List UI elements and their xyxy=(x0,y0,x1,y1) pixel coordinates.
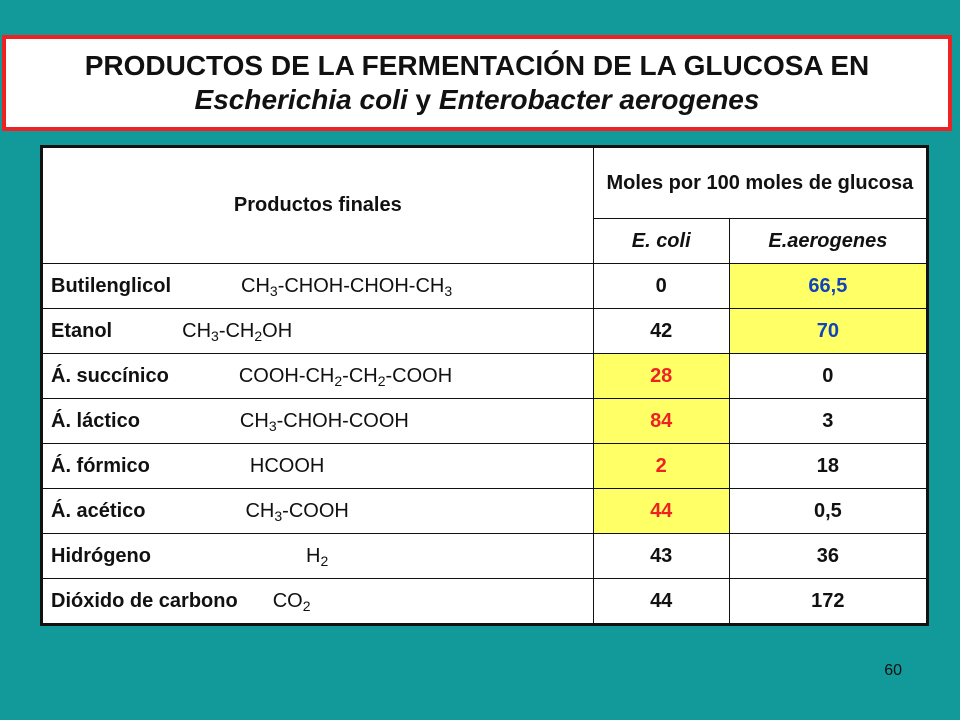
ecoli-value: 0 xyxy=(593,264,729,309)
title-organism-1: Escherichia coli xyxy=(194,84,408,115)
eaerogenes-value: 66,5 xyxy=(729,264,927,309)
formula-text: -COOH xyxy=(282,499,349,522)
formula-text: CH xyxy=(182,319,212,342)
table-row xyxy=(42,444,928,489)
formula-text: CH xyxy=(245,499,275,522)
header-eaerogenes: E.aerogenes xyxy=(729,219,927,264)
product-cell xyxy=(42,264,594,309)
product-formula xyxy=(306,545,328,567)
ecoli-value: 42 xyxy=(593,309,729,354)
title-organism-2: Enterobacter aerogenes xyxy=(438,84,760,115)
product-formula xyxy=(239,365,452,387)
product-name: Etanol xyxy=(51,319,113,342)
formula-subscript: 3 xyxy=(274,507,283,524)
header-moles: Moles por 100 moles de glucosa xyxy=(593,147,927,219)
formula-text: H xyxy=(306,544,321,567)
ecoli-value: 44 xyxy=(593,579,729,625)
eaerogenes-value: 36 xyxy=(729,534,927,579)
formula-text: -CHOH-CHOH-CH xyxy=(277,274,445,297)
product-formula xyxy=(182,320,292,342)
product-name: Á. succínico xyxy=(51,364,169,387)
formula-subscript: 2 xyxy=(334,372,343,389)
title-line-2 xyxy=(195,83,760,117)
formula-subscript: 3 xyxy=(444,282,453,299)
formula-subscript: 2 xyxy=(320,552,329,569)
product-cell xyxy=(42,444,594,489)
ecoli-value: 44 xyxy=(593,489,729,534)
product-cell xyxy=(42,534,594,579)
formula-text: CO xyxy=(272,589,303,612)
fermentation-products-table xyxy=(40,145,929,626)
eaerogenes-value: 70 xyxy=(729,309,927,354)
formula-subscript: 3 xyxy=(211,327,219,344)
header-products: Productos finales xyxy=(42,147,594,264)
ecoli-value: 28 xyxy=(593,354,729,399)
formula-text: -COOH xyxy=(385,364,453,387)
product-formula xyxy=(245,500,348,522)
formula-text: -CH xyxy=(218,319,255,342)
eaerogenes-value: 3 xyxy=(729,399,927,444)
product-cell xyxy=(42,579,594,625)
product-cell xyxy=(42,399,594,444)
formula-subscript: 2 xyxy=(302,597,311,614)
product-name: Á. acético xyxy=(51,499,146,522)
product-name: Dióxido de carbono xyxy=(51,589,238,612)
ecoli-value: 84 xyxy=(593,399,729,444)
formula-subscript: 2 xyxy=(377,372,386,389)
product-formula xyxy=(250,455,324,477)
eaerogenes-value: 18 xyxy=(729,444,927,489)
eaerogenes-value: 0 xyxy=(729,354,927,399)
page-number: 60 xyxy=(884,662,902,679)
product-name: Butilenglicol xyxy=(51,274,171,297)
product-cell xyxy=(42,489,594,534)
eaerogenes-value: 172 xyxy=(729,579,927,625)
table-row xyxy=(42,399,928,444)
table-row xyxy=(42,264,928,309)
title-line-1: PRODUCTOS DE LA FERMENTACIÓN DE LA GLUCOSA EN xyxy=(84,50,870,81)
table-row xyxy=(42,489,928,534)
formula-subscript: 3 xyxy=(268,417,277,434)
formula-text: -CH xyxy=(342,364,378,387)
formula-subscript: 2 xyxy=(254,327,263,344)
formula-text: HCOOH xyxy=(249,454,325,477)
product-formula xyxy=(240,410,409,432)
table-row xyxy=(42,309,928,354)
table-row xyxy=(42,354,928,399)
product-cell xyxy=(42,354,594,399)
product-formula xyxy=(273,590,311,612)
header-ecoli: E. coli xyxy=(593,219,729,264)
ecoli-value: 2 xyxy=(593,444,729,489)
product-name: Á. fórmico xyxy=(51,454,150,477)
formula-text: -CHOH-COOH xyxy=(276,409,409,432)
formula-text: COOH-CH xyxy=(238,364,335,387)
title-conjunction: y xyxy=(407,84,439,115)
table-row xyxy=(42,579,928,625)
ecoli-value: 43 xyxy=(593,534,729,579)
slide-title xyxy=(2,35,952,131)
eaerogenes-value: 0,5 xyxy=(729,489,927,534)
product-name: Hidrógeno xyxy=(51,544,151,567)
formula-text: OH xyxy=(262,319,293,342)
formula-text: CH xyxy=(241,274,270,297)
product-formula xyxy=(241,275,452,297)
product-name: Á. láctico xyxy=(51,409,140,432)
formula-subscript: 3 xyxy=(269,282,278,299)
formula-text: CH xyxy=(239,409,269,432)
product-cell xyxy=(42,309,594,354)
table-row xyxy=(42,534,928,579)
